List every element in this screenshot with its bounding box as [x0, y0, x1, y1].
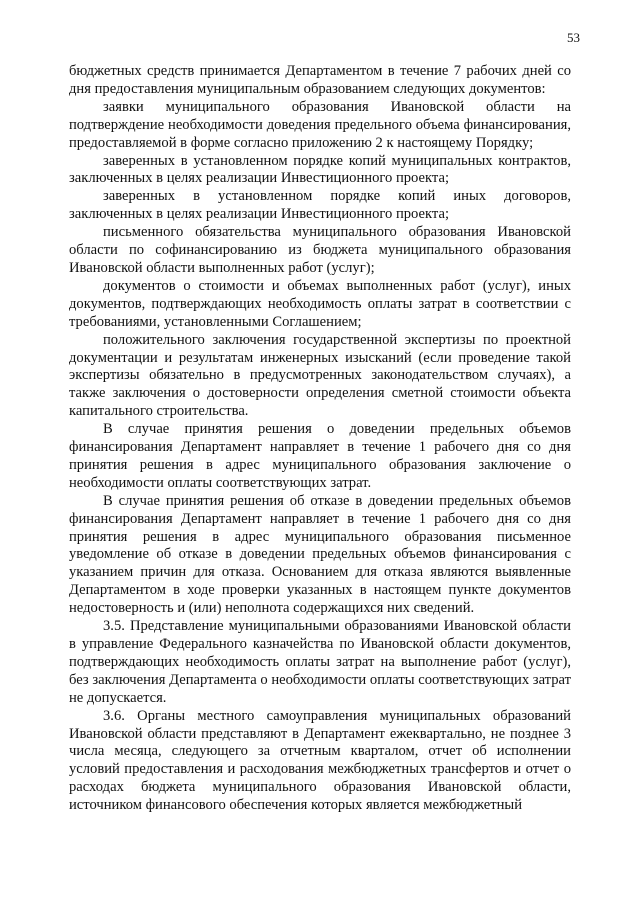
document-body — [69, 63, 571, 815]
paragraph: заверенных в установленном порядке копий муниципальных контрактов, заключенных в целях реализации Инвестиционного проекта; — [69, 152, 571, 187]
paragraph: документов о стоимости и объемах выполненных работ (услуг), иных документов, подтверждающих необходимость оплаты затрат в соответствии с требованиями, установленными Соглашением; — [69, 277, 571, 330]
paragraph: бюджетных средств принимается Департаментом в течение 7 рабочих дней со дня предоставления муниципальным образованием следующих документов: — [69, 63, 571, 97]
paragraph: заверенных в установленном порядке копий иных договоров, заключенных в целях реализации Инвестиционного проекта; — [69, 188, 571, 223]
paragraph: В случае принятия решения о доведении предельных объемов финансирования Департамент направляет в течение 1 рабочего дня со дня принятия решения в адрес муниципального образования заключение о необходимости оплаты соответствующих затрат. — [69, 421, 571, 491]
paragraph: заявки муниципального образования Ивановской области на подтверждение необходимости доведения предельного объема финансирования, предоставляемой в форме согласно приложению 2 к настоящему Порядку; — [69, 98, 571, 151]
paragraph: 3.6. Органы местного самоуправления муниципальных образований Ивановской области представляют в Департамент ежеквартально, не позднее 3 числа месяца, следующего за отчетным кварталом, отчет об исполнении условий предоставления и расходования межбюджетных трансфертов и отчет о расходах бюджета муниципального образования Ивановской области, источником финансового обеспечения которых является межбюджетный — [69, 707, 571, 814]
paragraph: письменного обязательства муниципального образования Ивановской области по софинансированию из бюджета муниципального образования Ивановской области выполненных работ (услуг); — [69, 224, 571, 276]
paragraph: 3.5. Представление муниципальными образованиями Ивановской области в управление Федерального казначейства по Ивановской области документов, подтверждающих необходимость оплаты затрат на выполнение работ (услуг), без заключения Департамента о необходимости оплаты соответствующих затрат не допускается. — [69, 618, 571, 706]
paragraph: В случае принятия решения об отказе в доведении предельных объемов финансирования Департамент направляет в течение 1 рабочего дня со дня принятия решения в адрес муниципального образования письменное уведомление об отказе в доведении предельных объемов финансирования с указанием причин для отказа. Основанием для отказа являются выявленные Департаментом в ходе проверки указанных в настоящем пункте документов недостоверность и (или) неполнота содержащихся них сведений. — [69, 492, 571, 617]
page-number: 53 — [567, 30, 580, 45]
paragraph: положительного заключения государственной экспертизы по проектной документации и результатам инженерных изысканий (если проведение такой экспертизы обязательно в предусмотренных законодательством случаях), а также заключения о достоверности определения сметной стоимости объекта капитального строительства. — [69, 331, 571, 420]
